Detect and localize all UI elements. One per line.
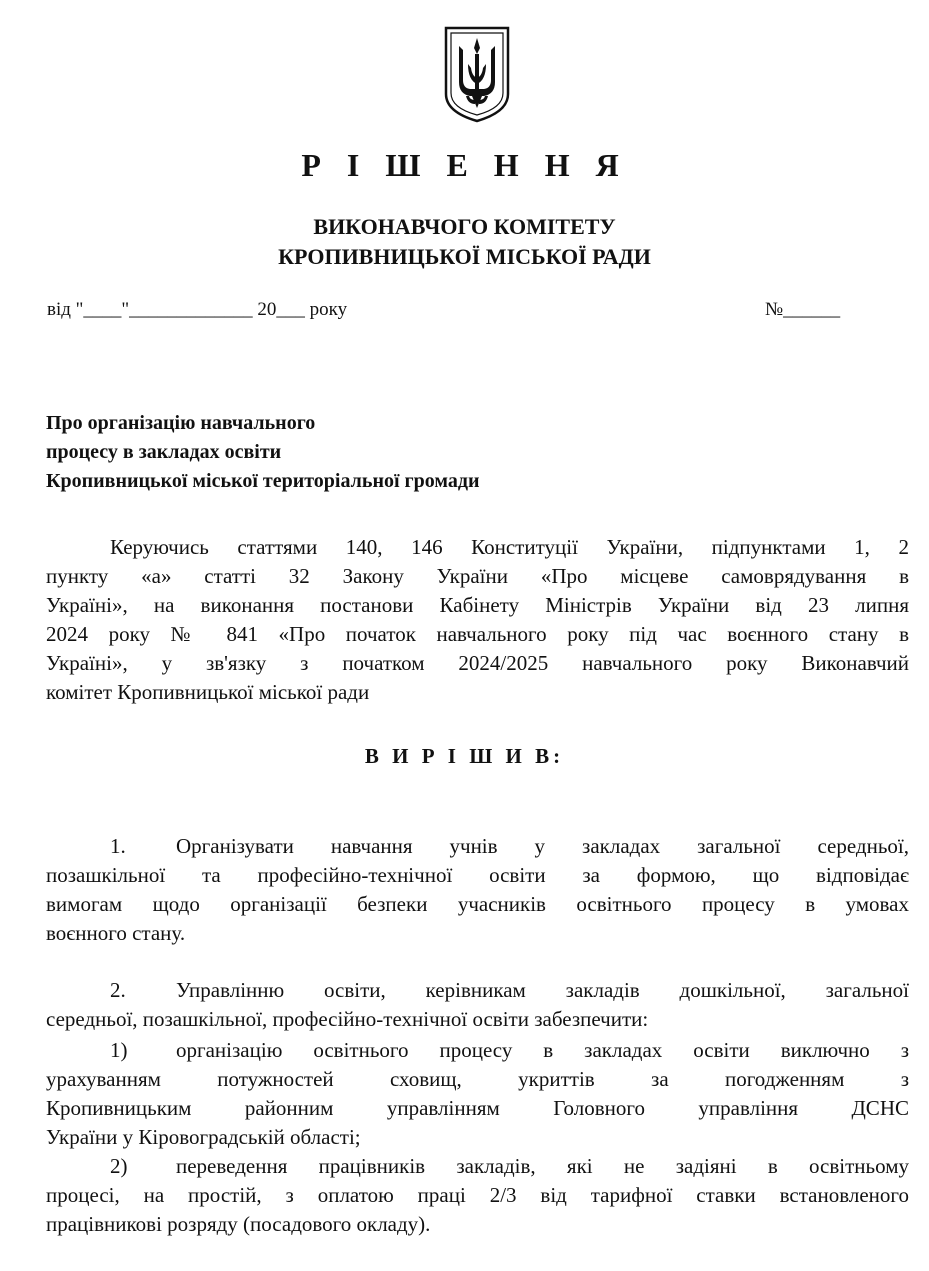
issuer-line-1: ВИКОНАВЧОГО КОМІТЕТУ xyxy=(313,214,616,239)
paragraph-line: працівникові розряду (посадового окладу). xyxy=(46,1212,431,1236)
resolution-item-2 xyxy=(46,976,909,1034)
paragraph-line xyxy=(46,976,909,1005)
item-text: Організувати навчання учнів у закладах загальної середньої, xyxy=(176,834,909,858)
paragraph-line: процесі, на простій, з оплатою праці 2/3 від тарифної ставки встановленого xyxy=(46,1183,909,1207)
paragraph-line: середньої, позашкільної, професійно-технічної освіти забезпечити: xyxy=(46,1007,649,1031)
paragraph-line xyxy=(46,1036,909,1065)
issuer-line-2: КРОПИВНИЦЬКОЇ МІСЬКОЇ РАДИ xyxy=(278,244,651,269)
paragraph-line: вимогам щодо організації безпеки учасників освітнього процесу в умовах xyxy=(46,892,909,916)
paragraph-line xyxy=(46,1152,909,1181)
coat-of-arms-trident-icon xyxy=(442,24,512,124)
decision-subject xyxy=(46,409,479,496)
resolution-item-1 xyxy=(46,832,909,948)
resolution-heading: В И Р І Ш И В: xyxy=(364,744,565,768)
item-text: переведення працівників закладів, які не задіяні в освітньому xyxy=(176,1154,909,1178)
paragraph-line: комітет Кропивницької міської ради xyxy=(46,680,370,704)
paragraph-line xyxy=(46,832,909,861)
paragraph-line: України у Кіровоградській області; xyxy=(46,1125,361,1149)
paragraph-line: Україні», на виконання постанови Кабінету Міністрів України від 23 липня xyxy=(46,593,909,617)
paragraph-line: Кропивницьким районним управлінням Головного управління ДСНС xyxy=(46,1096,909,1120)
item-number: 1. xyxy=(110,834,126,858)
resolution-subitem-1 xyxy=(46,1036,909,1152)
paragraph-line: пункту «а» статті 32 Закону України «Про місцеве самоврядування в xyxy=(46,564,909,588)
item-text: організацію освітнього процесу в закладах освіти виключно з xyxy=(176,1038,909,1062)
item-text: Управлінню освіти, керівникам закладів дошкільної, загальної xyxy=(176,978,909,1002)
preamble-paragraph xyxy=(46,533,909,707)
document-number-line: №______ xyxy=(765,299,841,320)
document-title: Р І Ш Е Н Н Я xyxy=(301,147,628,183)
paragraph-line: воєнного стану. xyxy=(46,921,186,945)
subject-line: Кропивницької міської територіальної громади xyxy=(46,470,480,492)
subject-line: процесу в закладах освіти xyxy=(46,441,282,463)
date-line: від "____"_____________ 20___ року xyxy=(47,299,348,320)
paragraph-line: Україні», у зв'язку з початком 2024/2025 навчального року Виконавчий xyxy=(46,651,909,675)
paragraph-line: 2024 року № 841 «Про початок навчального року під час воєнного стану в xyxy=(46,622,909,646)
subject-line: Про організацію навчального xyxy=(46,412,316,434)
paragraph-line: Керуючись статтями 140, 146 Конституції України, підпунктами 1, 2 xyxy=(110,535,909,559)
item-number: 2) xyxy=(110,1154,128,1178)
paragraph-line: урахуванням потужностей сховищ, укриттів за погодженням з xyxy=(46,1067,909,1091)
item-number: 1) xyxy=(110,1038,128,1062)
paragraph-line: позашкільної та професійно-технічної освіти за формою, що відповідає xyxy=(46,863,909,887)
item-number: 2. xyxy=(110,978,126,1002)
resolution-subitem-2 xyxy=(46,1152,909,1239)
